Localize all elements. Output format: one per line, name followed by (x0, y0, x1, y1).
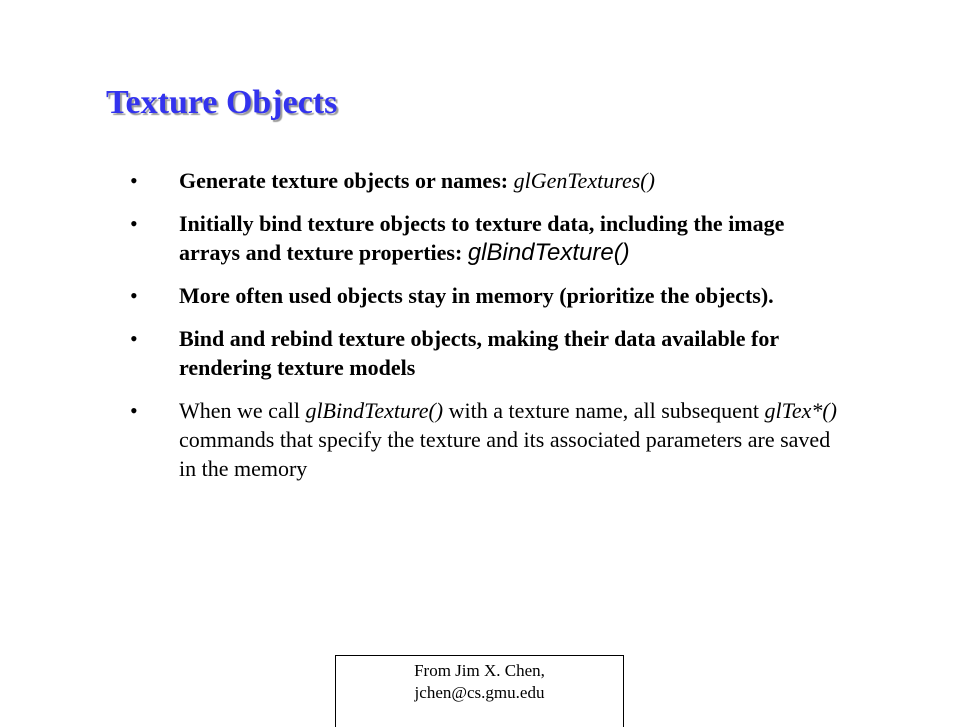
bullet-text: Initially bind texture objects to texture data, including the image arrays and texture properties: (179, 211, 785, 265)
bullet-item (130, 281, 845, 310)
bullet-item (130, 396, 845, 483)
bullet-text: commands that specify the texture and its associated parameters are saved in the memory (179, 427, 831, 481)
attribution-box (335, 655, 624, 727)
bullet-dot-icon: • (130, 211, 138, 236)
bullet-text: with a texture name, all subsequent (443, 398, 765, 423)
slide-title: Texture Objects (106, 84, 338, 121)
bullet-text: Bind and rebind texture objects, making their data available for rendering texture models (179, 326, 779, 380)
attribution-author: From Jim X. Chen, (414, 661, 545, 680)
function-name: glGenTextures() (513, 168, 655, 193)
function-name: glTex*() (764, 398, 837, 423)
function-name: glBindTexture() (305, 398, 444, 423)
bullet-text: More often used objects stay in memory (prioritize the objects). (179, 283, 774, 308)
bullet-item (130, 324, 845, 382)
bullet-text: Generate texture objects or names: (179, 168, 514, 193)
bullet-dot-icon: • (130, 283, 138, 308)
bullet-dot-icon: • (130, 326, 138, 351)
bullet-list (130, 166, 845, 497)
bullet-dot-icon: • (130, 398, 138, 423)
bullet-dot-icon: • (130, 168, 138, 193)
attribution-email: jchen@cs.gmu.edu (414, 683, 545, 702)
bullet-item (130, 166, 845, 195)
bullet-text: When we call (179, 398, 306, 423)
function-name: glBindTexture() (467, 239, 630, 266)
bullet-item (130, 209, 845, 267)
